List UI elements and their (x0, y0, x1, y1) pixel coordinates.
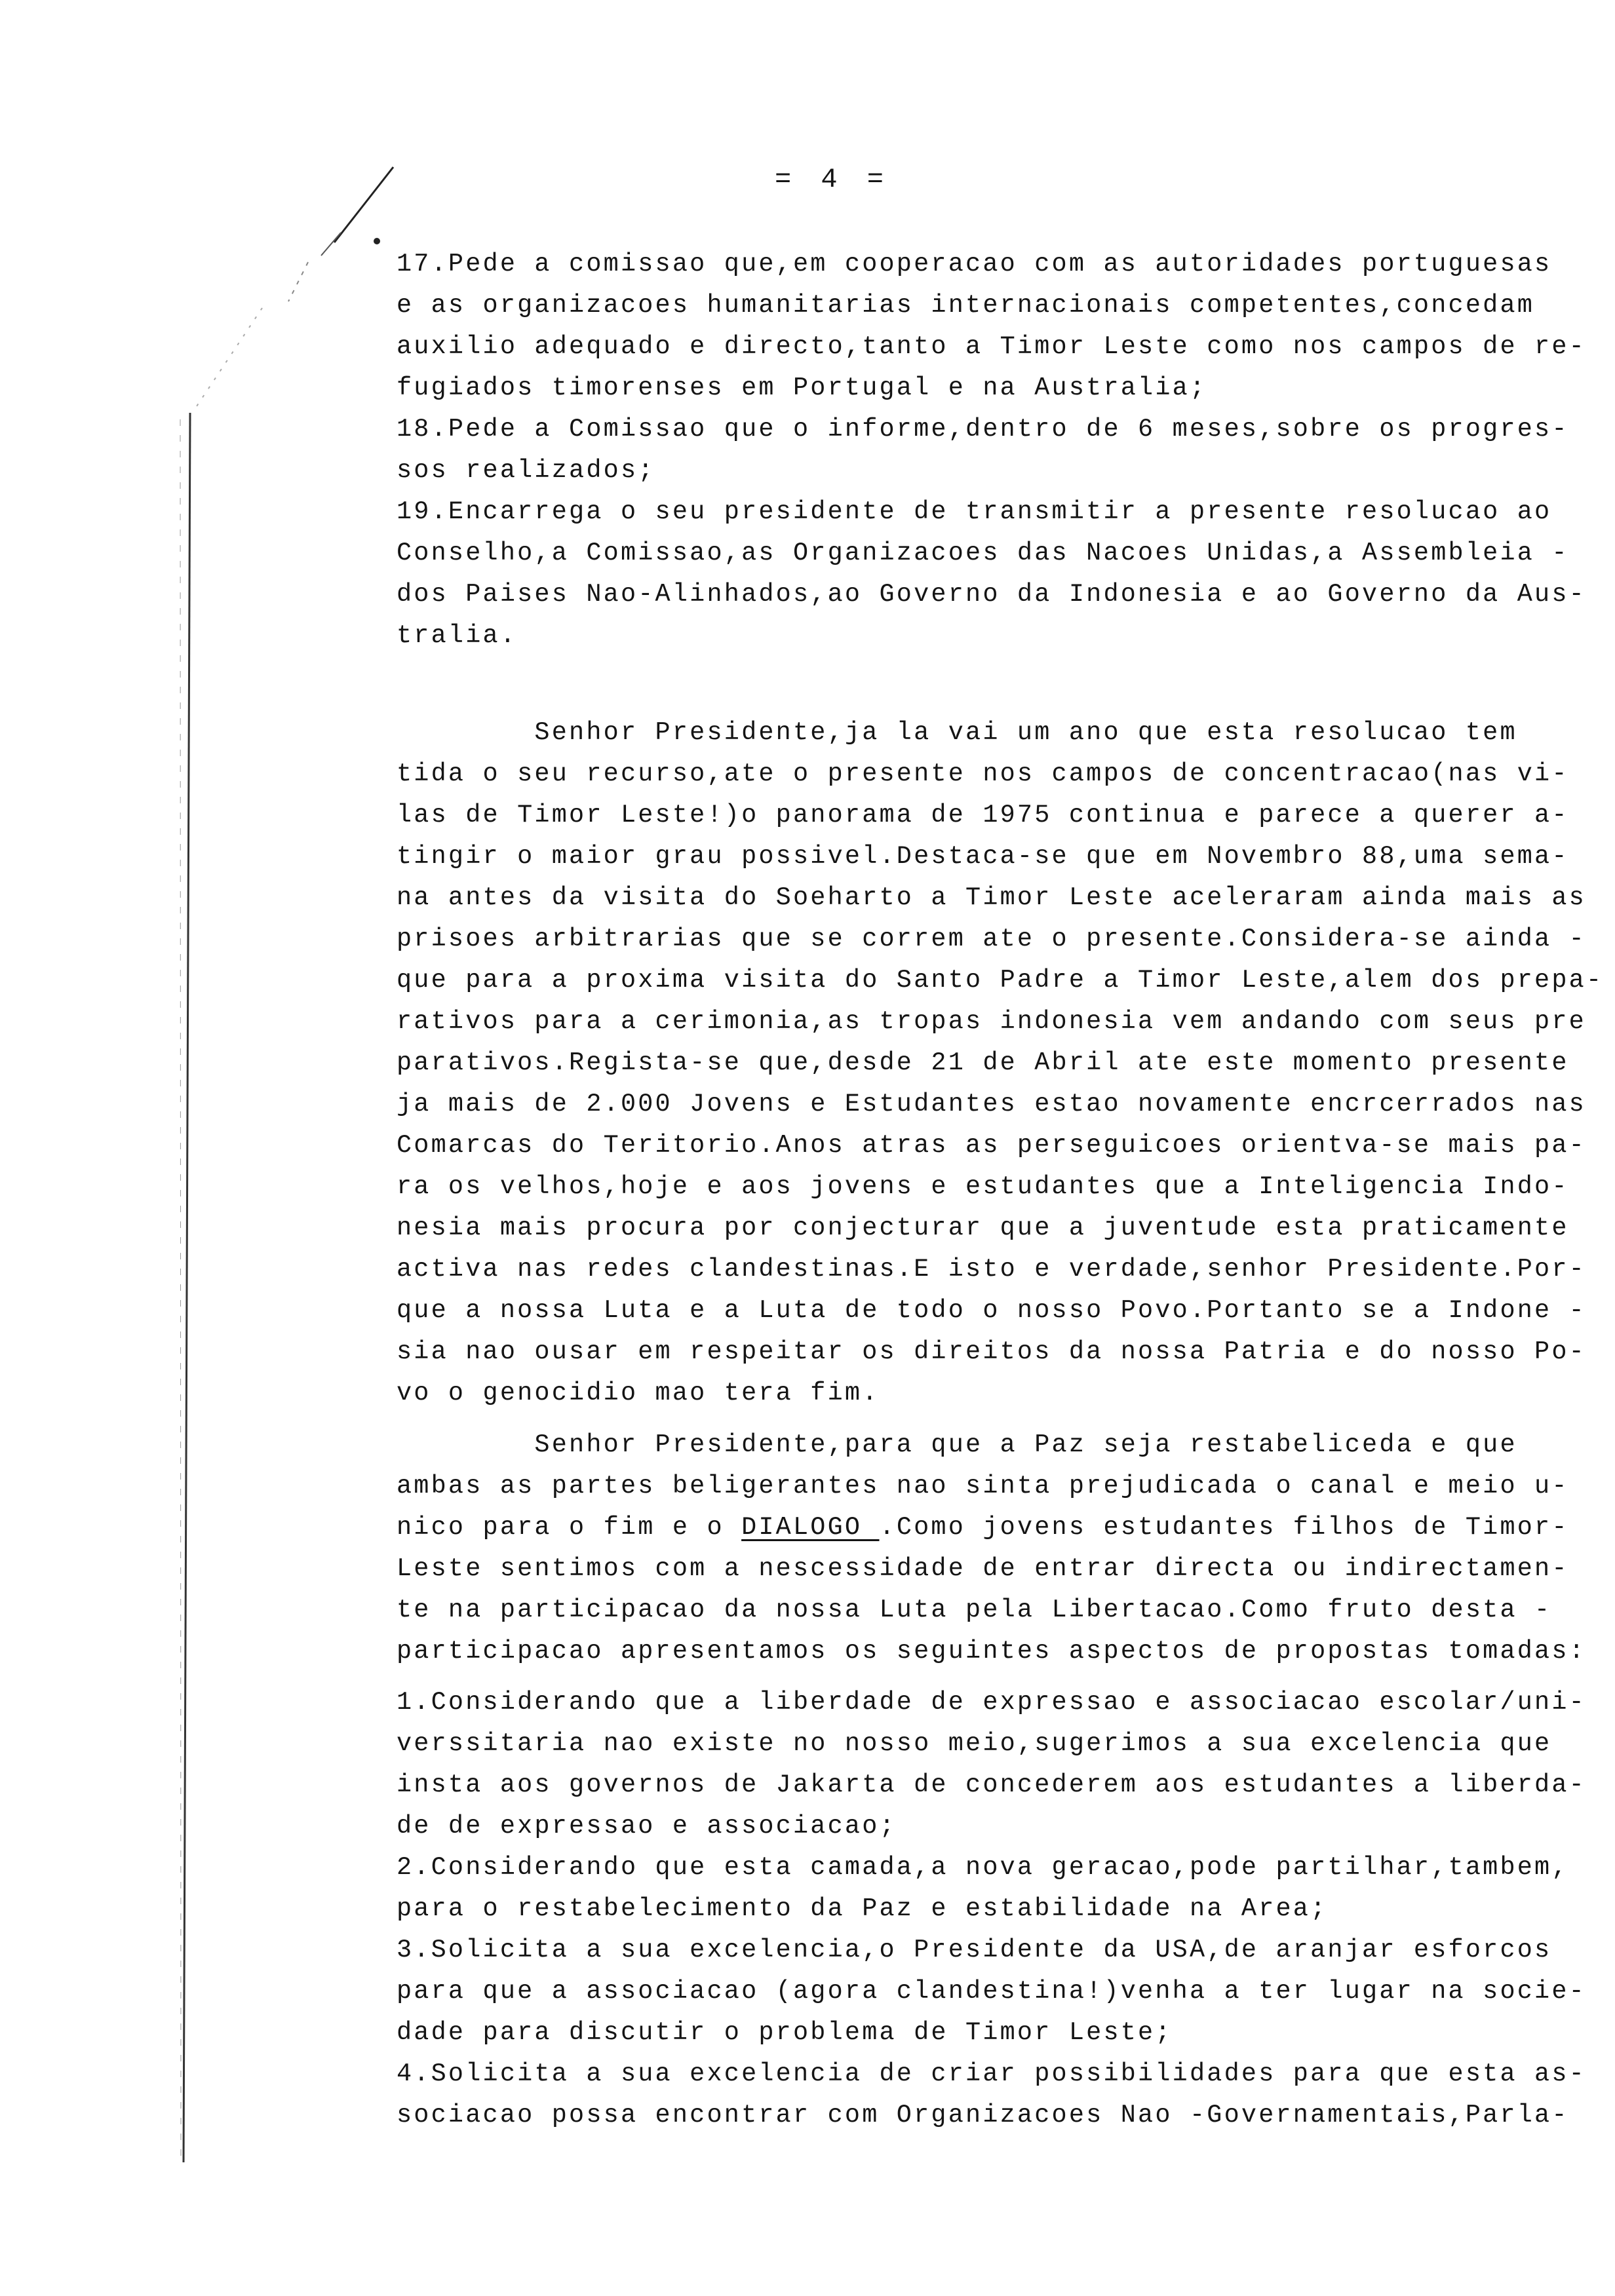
text-line: tingir o maior grau possivel.Destaca-se que em Novembro 88,uma sema- (397, 842, 1569, 871)
text-line: sos realizados; (397, 456, 655, 485)
text-line: 17.Pede a comissao que,em cooperacao com as autoridades portuguesas (397, 250, 1552, 278)
text-line: 2.Considerando que esta camada,a nova geracao,pode partilhar,tambem, (397, 1853, 1569, 1882)
text-line: rativos para a cerimonia,as tropas indonesia vem andando com seus pre (397, 1007, 1586, 1036)
text-line: tida o seu recurso,ate o presente nos campos de concentracao(nas vi- (397, 759, 1569, 788)
text-line: Conselho,a Comissao,as Organizacoes das Nacoes Unidas,a Assembleia - (397, 539, 1569, 567)
text-line: 4.Solicita a sua excelencia de criar possibilidades para que esta as- (397, 2059, 1586, 2088)
text-line: e as organizacoes humanitarias internacionais competentes,concedam (397, 291, 1535, 320)
text-line: 3.Solicita a sua excelencia,o Presidente da USA,de aranjar esforcos (397, 1936, 1552, 1964)
text-line: Leste sentimos com a nescessidade de entrar directa ou indirectamen- (397, 1554, 1569, 1583)
text-line: prisoes arbitrarias que se correm ate o presente.Considera-se ainda - (397, 925, 1586, 953)
text-line: tralia. (397, 621, 518, 650)
text-line: 1.Considerando que a liberdade de expressao e associacao escolar/uni- (397, 1688, 1586, 1717)
text-line: 19.Encarrega o seu presidente de transmitir a presente resolucao ao (397, 497, 1552, 526)
text-line: Senhor Presidente,para que a Paz seja restabeliceda e que (397, 1430, 1517, 1459)
text-segment: .Como jovens estudantes filhos de Timor- (879, 1513, 1569, 1542)
text-line: nesia mais procura por conjecturar que a juventude esta praticamente (397, 1214, 1569, 1242)
text-line: insta aos governos de Jakarta de concederem aos estudantes a liberda- (397, 1770, 1586, 1799)
text-line: activa nas redes clandestinas.E isto e verdade,senhor Presidente.Por- (397, 1255, 1586, 1284)
text-line: dos Paises Nao-Alinhados,ao Governo da Indonesia e ao Governo da Aus- (397, 580, 1586, 609)
text-line: ambas as partes beligerantes nao sinta prejudicada o canal e meio u- (397, 1472, 1569, 1501)
text-line: de de expressao e associacao; (397, 1812, 897, 1841)
text-line: ja mais de 2.000 Jovens e Estudantes estao novamente encrcerrados nas (397, 1090, 1586, 1119)
text-line: para o restabelecimento da Paz e estabilidade na Area; (397, 1894, 1328, 1923)
text-line: te na participacao da nossa Luta pela Libertacao.Como fruto desta - (397, 1596, 1552, 1624)
page-number: = 4 = (774, 164, 891, 195)
text-segment: nico para o fim e o (397, 1513, 742, 1542)
text-line: participacao apresentamos os seguintes aspectos de propostas tomadas: (397, 1637, 1586, 1666)
text-line: fugiados timorenses em Portugal e na Australia; (397, 373, 1207, 402)
text-line: parativos.Regista-se que,desde 21 de Abril ate este momento presente (397, 1048, 1569, 1077)
text-line: las de Timor Leste!)o panorama de 1975 continua e parece a querer a- (397, 801, 1569, 830)
text-line: sia nao ousar em respeitar os direitos da nossa Patria e do nosso Po- (397, 1337, 1586, 1366)
text-line: dade para discutir o problema de Timor Leste; (397, 2018, 1173, 2047)
underlined-term: DIALOGO (741, 1513, 880, 1542)
text-line: auxilio adequado e directo,tanto a Timor Leste como nos campos de re- (397, 332, 1586, 361)
text-line: verssitaria nao existe no nosso meio,sugerimos a sua excelencia que (397, 1729, 1552, 1758)
text-line: Comarcas do Teritorio.Anos atras as perseguicoes orientva-se mais pa- (397, 1131, 1586, 1160)
text-line: Senhor Presidente,ja la vai um ano que esta resolucao tem (397, 718, 1517, 747)
text-line: ra os velhos,hoje e aos jovens e estudantes que a Inteligencia Indo- (397, 1172, 1569, 1201)
text-line (397, 1509, 1569, 1546)
text-line: que para a proxima visita do Santo Padre a Timor Leste,alem dos prepa- (397, 966, 1604, 995)
text-line: que a nossa Luta e a Luta de todo o nosso Povo.Portanto se a Indone - (397, 1296, 1586, 1325)
text-line: para que a associacao (agora clandestina!)venha a ter lugar na socie- (397, 1977, 1586, 2006)
text-line: 18.Pede a Comissao que o informe,dentro de 6 meses,sobre os progres- (397, 415, 1569, 444)
text-line: sociacao possa encontrar com Organizacoes Nao -Governamentais,Parla- (397, 2101, 1569, 2130)
text-line: na antes da visita do Soeharto a Timor Leste aceleraram ainda mais as (397, 883, 1586, 912)
text-line: vo o genocidio mao tera fim. (397, 1379, 880, 1407)
